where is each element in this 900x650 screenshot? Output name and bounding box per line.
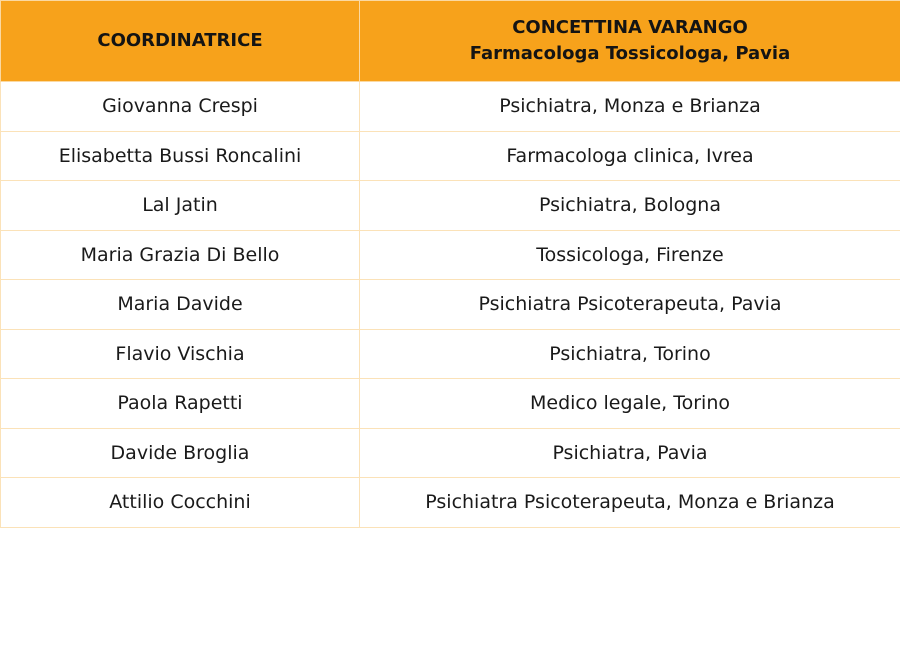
member-role: Psichiatra, Monza e Brianza	[360, 82, 900, 132]
member-name: Flavio Vischia	[1, 329, 360, 379]
coordinator-label: COORDINATRICE	[97, 30, 263, 51]
member-name: Maria Grazia Di Bello	[1, 230, 360, 280]
member-role: Psichiatra Psicoterapeuta, Monza e Brianza	[360, 478, 900, 528]
table-row	[1, 478, 900, 528]
member-role: Tossicologa, Firenze	[360, 230, 900, 280]
member-name: Paola Rapetti	[1, 379, 360, 429]
table-row	[1, 280, 900, 330]
member-name: Attilio Cocchini	[1, 478, 360, 528]
member-role: Psichiatra, Bologna	[360, 181, 900, 231]
member-role: Psichiatra Psicoterapeuta, Pavia	[360, 280, 900, 330]
member-role: Psichiatra, Torino	[360, 329, 900, 379]
member-role: Farmacologa clinica, Ivrea	[360, 131, 900, 181]
table-row	[1, 131, 900, 181]
coordinator-name: CONCETTINA VARANGO	[512, 17, 748, 38]
coordinator-role: Farmacologa Tossicologa, Pavia	[469, 43, 791, 64]
coordinator-info-cell	[360, 1, 900, 82]
table-row	[1, 428, 900, 478]
member-name: Giovanna Crespi	[1, 82, 360, 132]
member-name: Davide Broglia	[1, 428, 360, 478]
coordinator-label-cell	[1, 1, 360, 82]
header-row	[1, 1, 900, 82]
table-row	[1, 379, 900, 429]
member-role: Medico legale, Torino	[360, 379, 900, 429]
member-name: Elisabetta Bussi Roncalini	[1, 131, 360, 181]
table-row	[1, 230, 900, 280]
table-row	[1, 181, 900, 231]
member-name: Lal Jatin	[1, 181, 360, 231]
member-name: Maria Davide	[1, 280, 360, 330]
table-row	[1, 329, 900, 379]
table-row	[1, 82, 900, 132]
member-role: Psichiatra, Pavia	[360, 428, 900, 478]
